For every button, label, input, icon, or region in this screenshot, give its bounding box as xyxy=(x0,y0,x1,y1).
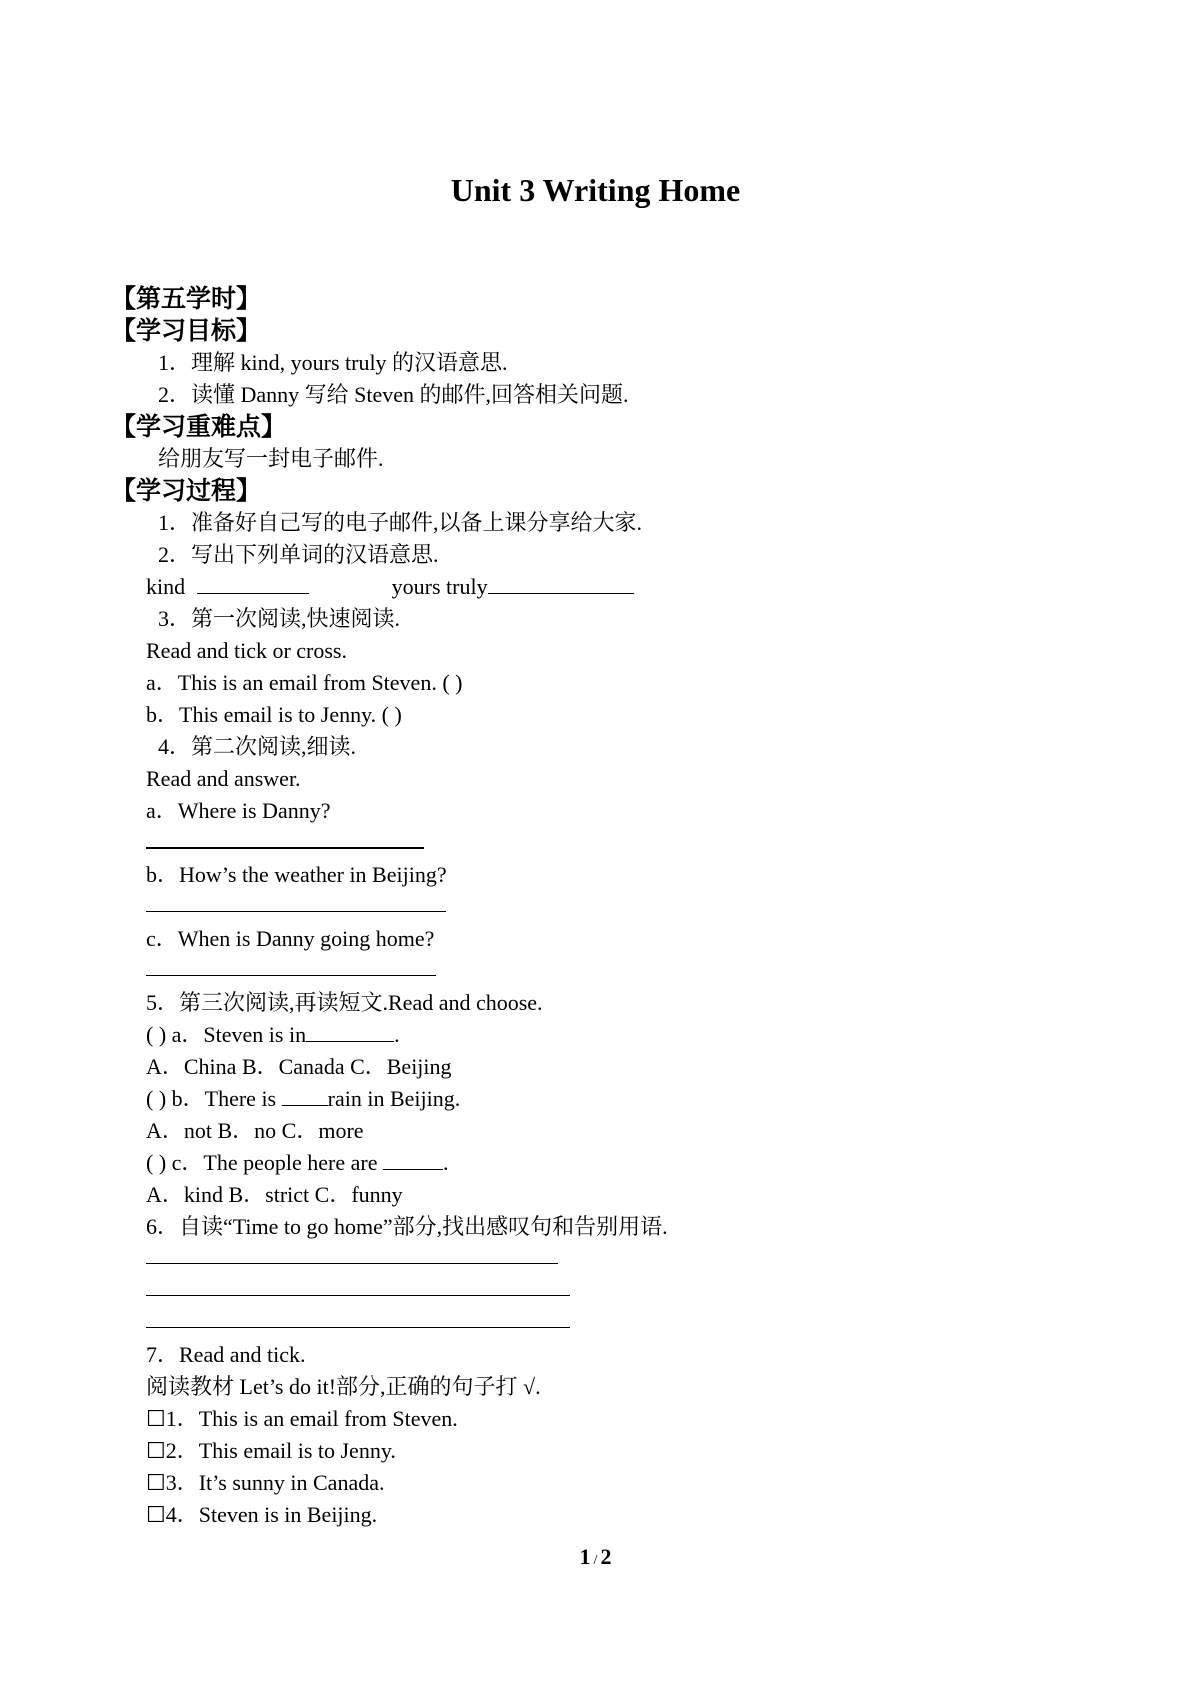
choose-b-text-end: rain in Beijing. xyxy=(327,1086,461,1111)
choose-c-blank[interactable] xyxy=(383,1147,443,1170)
tick-question-a: a．This is an email from Steven. ( ) xyxy=(146,670,463,695)
word-meaning-row xyxy=(111,571,1111,603)
choose-c-text: ( ) c．The people here are xyxy=(146,1150,383,1175)
choose-c-options: A．kind B．strict C．funny xyxy=(146,1182,403,1207)
checkbox-item-1[interactable]: ☐1．This is an email from Steven. xyxy=(146,1406,458,1431)
process-item-7: 7．Read and tick. xyxy=(146,1342,306,1367)
worksheet-content xyxy=(111,283,1111,1531)
answer-line-a[interactable] xyxy=(111,827,1111,859)
tick-question-b: b．This email is to Jenny. ( ) xyxy=(146,702,402,727)
process-item-4: 4．第二次阅读,细读. xyxy=(158,734,357,759)
question-c: c．When is Danny going home? xyxy=(146,926,435,951)
objective-1: 1．理解 kind, yours truly 的汉语意思. xyxy=(158,350,508,375)
question-a: a．Where is Danny? xyxy=(146,798,331,823)
checkbox-item-2[interactable]: ☐2．This email is to Jenny. xyxy=(146,1438,396,1463)
process-item-6: 6．自读“Time to go home”部分,找出感叹句和告别用语. xyxy=(146,1214,668,1239)
answer-line-6a[interactable] xyxy=(111,1243,1111,1275)
blank-kind[interactable] xyxy=(197,571,309,594)
page-total: 2 xyxy=(600,1544,612,1569)
choose-b-text: ( ) b．There is xyxy=(146,1086,282,1111)
answer-line-b[interactable] xyxy=(111,891,1111,923)
choose-a-blank[interactable] xyxy=(306,1019,394,1042)
page-current: 1 xyxy=(579,1544,591,1569)
section-process: 【学习过程】 xyxy=(111,476,262,505)
item-7-instruction: 阅读教材 Let’s do it!部分,正确的句子打 √. xyxy=(146,1374,541,1399)
answer-line-6b[interactable] xyxy=(111,1275,1111,1307)
choose-question-c: ( ) c．The people here are . xyxy=(111,1147,1111,1179)
process-item-3: 3．第一次阅读,快速阅读. xyxy=(158,606,401,631)
question-b: b．How’s the weather in Beijing? xyxy=(146,862,447,887)
choose-b-blank[interactable] xyxy=(282,1083,328,1106)
choose-b-options: A．not B．no C．more xyxy=(146,1118,364,1143)
page-title: Unit 3 Writing Home xyxy=(450,172,741,208)
item-3-instruction: Read and tick or cross. xyxy=(146,638,347,663)
page-number xyxy=(0,1544,1191,1570)
process-item-5: 5．第三次阅读,再读短文.Read and choose. xyxy=(146,990,543,1015)
section-key-points: 【学习重难点】 xyxy=(111,412,287,441)
blank-yours-truly[interactable] xyxy=(488,571,634,594)
word-yours-truly: yours truly xyxy=(391,574,488,599)
word-kind: kind xyxy=(146,574,186,599)
checkbox-item-3[interactable]: ☐3．It’s sunny in Canada. xyxy=(146,1470,385,1495)
section-objectives: 【学习目标】 xyxy=(111,316,262,345)
key-point-text: 给朋友写一封电子邮件. xyxy=(158,446,384,471)
choose-question-a: ( ) a．Steven is in . xyxy=(111,1019,1111,1051)
process-item-1: 1．准备好自己写的电子邮件,以备上课分享给大家. xyxy=(158,510,643,535)
objective-2: 2．读懂 Danny 写给 Steven 的邮件,回答相关问题. xyxy=(158,382,629,407)
section-period: 【第五学时】 xyxy=(111,284,262,313)
checkbox-item-4[interactable]: ☐4．Steven is in Beijing. xyxy=(146,1502,378,1527)
item-4-instruction: Read and answer. xyxy=(146,766,301,791)
answer-line-c[interactable] xyxy=(111,955,1111,987)
choose-question-b xyxy=(111,1083,1111,1115)
choose-a-options: A．China B．Canada C．Beijing xyxy=(146,1054,452,1079)
process-item-2: 2．写出下列单词的汉语意思. xyxy=(158,542,439,567)
page-separator: / xyxy=(593,1553,598,1568)
answer-line-6c[interactable] xyxy=(111,1307,1111,1339)
choose-a-text: ( ) a．Steven is in xyxy=(146,1022,307,1047)
